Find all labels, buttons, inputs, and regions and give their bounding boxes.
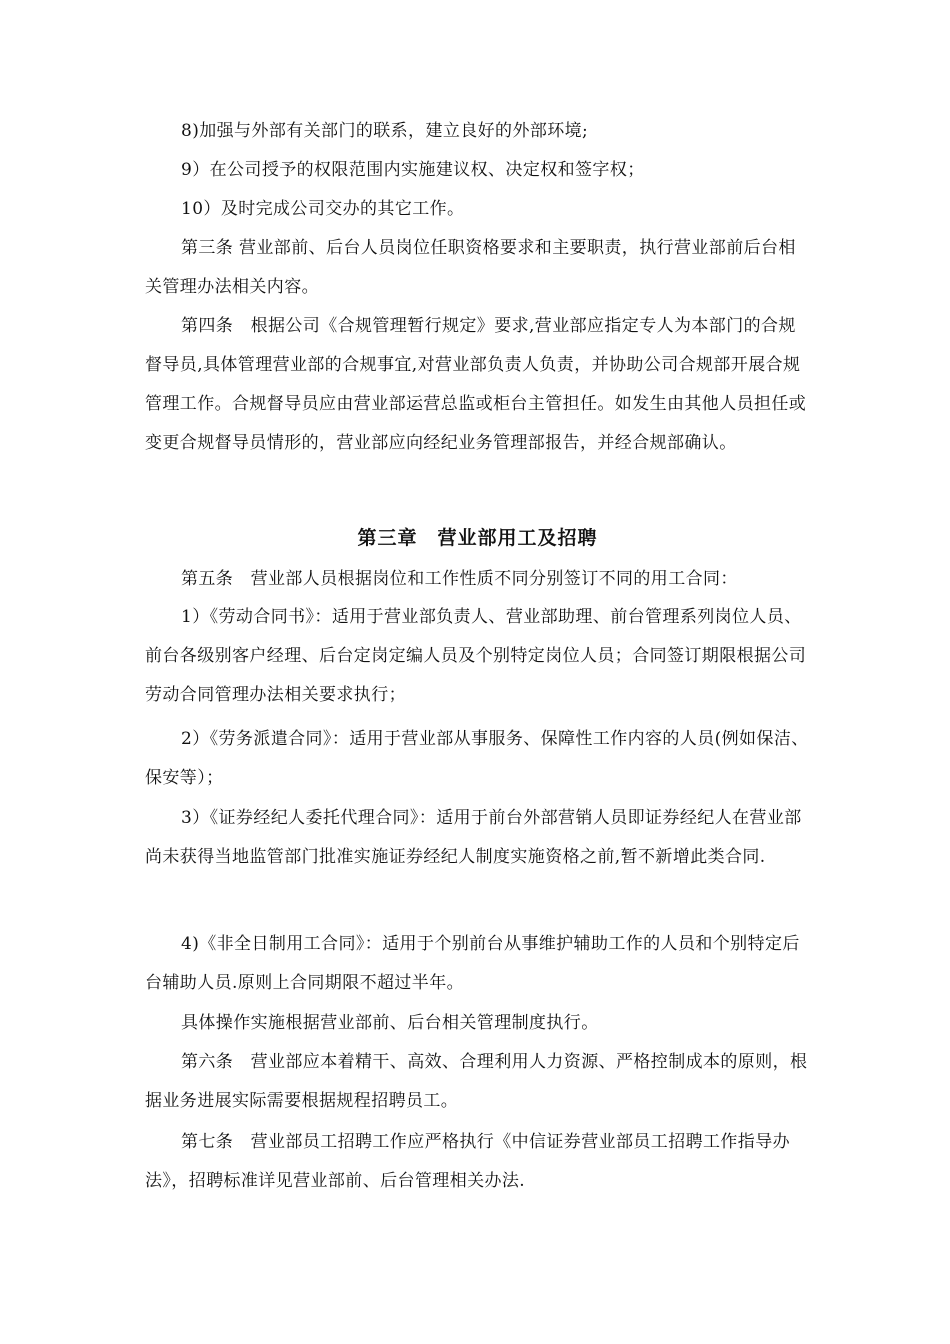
paragraph-contract-4: 4)《非全日制用工合同》：适用于个别前台从事维护辅助工作的人员和个别特定后台辅助人员.原则上合同期限不超过半年。 [145, 934, 800, 993]
paragraph-item-8: 8)加强与外部有关部门的联系，建立良好的外部环境; [181, 121, 589, 141]
paragraph-article-5: 第五条 营业部人员根据岗位和工作性质不同分别签订不同的用工合同： [181, 569, 738, 589]
paragraph-article-4: 第四条 根据公司《合规管理暂行规定》要求,营业部应指定专人为本部门的合规督导员,具体管理营业部的合规事宜,对营业部负责人负责，并协助公司合规部开展合规管理工作。合规督导员应由营业部运营总监或柜台主管担任。如发生由其他人员担任或变更合规督导员情形的，营业部应向经纪业务管理部报告，并经合规部确认。 [145, 316, 807, 453]
paragraph-contract-3: 3）《证券经纪人委托代理合同》：适用于前台外部营销人员即证券经纪人在营业部尚未获得当地监管部门批准实施证券经纪人制度实施资格之前,暂不新增此类合同. [145, 808, 802, 867]
paragraph-item-10: 10）及时完成公司交办的其它工作。 [181, 199, 465, 219]
paragraph-contract-2: 2）《劳务派遣合同》：适用于营业部从事服务、保障性工作内容的人员(例如保洁、保安等）； [145, 729, 809, 788]
paragraph-article-7: 第七条 营业部员工招聘工作应严格执行《中信证券营业部员工招聘工作指导办法》，招聘标准详见营业部前、后台管理相关办法. [145, 1132, 790, 1191]
paragraph-article-6: 第六条 营业部应本着精干、高效、合理利用人力资源、严格控制成本的原则，根据业务进展实际需要根据规程招聘员工。 [145, 1052, 808, 1111]
paragraph-item-9: 9）在公司授予的权限范围内实施建议权、决定权和签字权； [181, 160, 645, 180]
paragraph-implementation: 具体操作实施根据营业部前、后台相关管理制度执行。 [181, 1013, 599, 1033]
chapter-heading: 第三章 营业部用工及招聘 [357, 527, 598, 549]
paragraph-contract-1: 1）《劳动合同书》：适用于营业部负责人、营业部助理、前台管理系列岗位人员、前台各级别客户经理、后台定岗定编人员及个别特定岗位人员；合同签订期限根据公司劳动合同管理办法相关要求执行； [145, 607, 807, 705]
paragraph-article-3: 第三条 营业部前、后台人员岗位任职资格要求和主要职责，执行营业部前后台相关管理办法相关内容。 [145, 238, 796, 297]
